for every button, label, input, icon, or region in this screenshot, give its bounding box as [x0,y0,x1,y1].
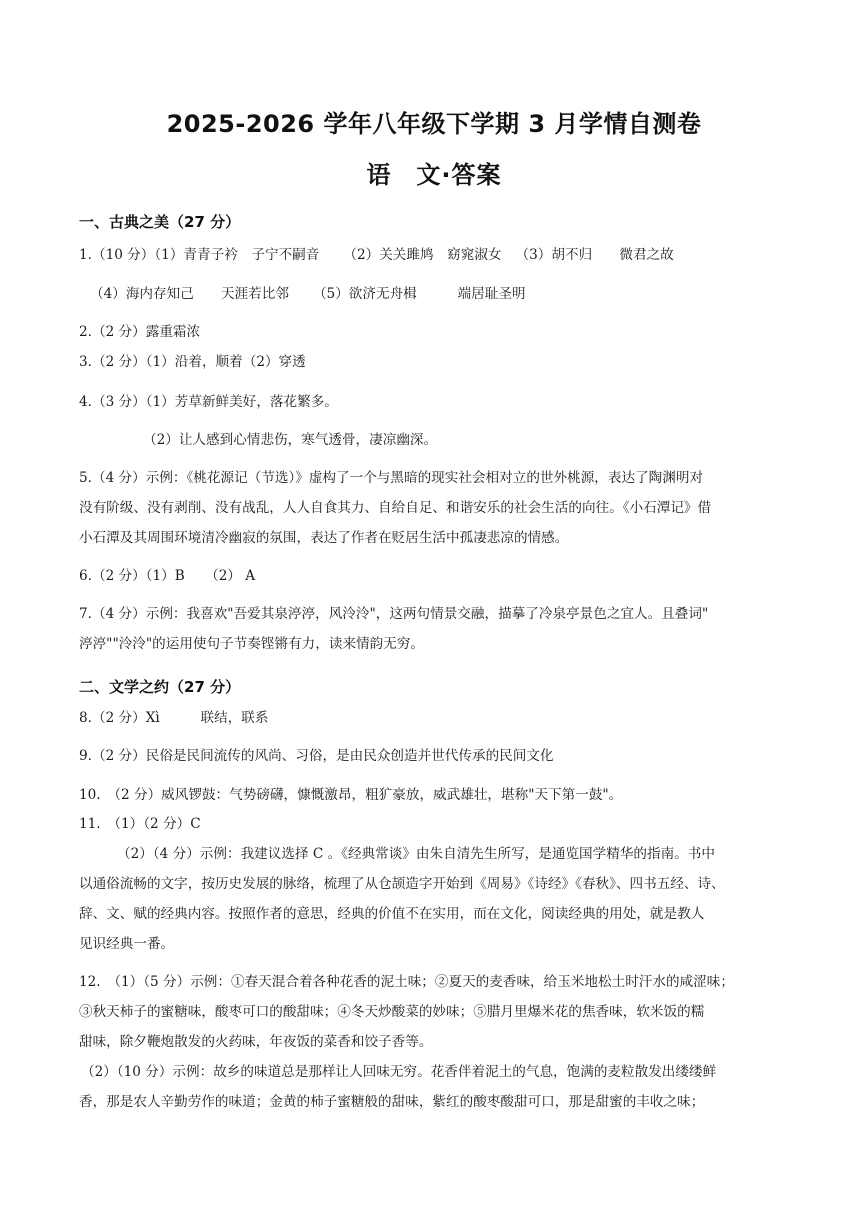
question-12-line-3: 甜味，除夕鞭炮散发的火药味，年夜饭的菜香和饺子香等。 [79,1034,433,1050]
question-11-line-4: 辞、文、赋的经典内容。按照作者的意思，经典的价值不在实用，而在文化，阅读经典的用处，就是教人 [79,906,705,922]
question-5-line-1: 5.（4 分）示例：《桃花源记（节选）》虚构了一个与黑暗的现实社会相对立的世外桃源，表达了陶渊明对 [79,470,704,486]
question-4-line-1: 4.（3 分）（1）芳草新鲜美好，落花繁多。 [79,394,338,410]
question-1-line-2: （4）海内存知己 天涯若比邻 （5）欲济无舟楫 端居耻圣明 [90,286,526,302]
question-11-line-2: （2）（4 分）示例：我建议选择 C 。《经典常谈》由朱自清先生所写，是通览国学精华的指南。书中 [117,846,715,862]
question-2: 2.（2 分）露重霜浓 [79,324,201,340]
section-heading-classical: 一、古典之美（27 分） [79,213,241,231]
question-1-number: 1.（10 分） [79,247,155,263]
question-11-line-1: 11. （1）（2 分）C [79,816,201,832]
question-5-line-3: 小石潭及其周围环境清冷幽寂的氛围，表达了作者在贬居生活中孤凄悲凉的情感。 [79,530,569,546]
question-1-line-1: 1.（10 分）（1）青青子衿 子宁不嗣音 （2）关关雎鸠 窈窕淑女 （3）胡不归 微君之故 [79,247,674,263]
question-11-line-5: 见识经典一番。 [79,936,175,952]
question-9: 9.（2 分）民俗是民间流传的风尚、习俗，是由民众创造并世代传承的民间文化 [79,748,554,764]
question-11-line-3: 以通俗流畅的文字，按历史发展的脉络，梳理了从仓颉造字开始到《周易》《诗经》《春秋》、四书五经、诗、 [79,876,725,892]
question-10: 10. （2 分）威风锣鼓：气势磅礴，慷慨激昂，粗犷豪放，威武雄壮，堪称"天下第一鼓"。 [79,787,623,803]
question-7-line-1: 7.（4 分）示例：我喜欢"吾爱其泉渟渟，风泠泠"，这两句情景交融，描摹了冷泉亭景色之宜人。且叠词" [79,606,709,622]
question-5-line-2: 没有阶级、没有剥削、没有战乱，人人自食其力、自给自足、和谐安乐的社会生活的向往。《小石潭记》借 [79,500,712,516]
question-7-line-2: 渟渟""泠泠"的运用使句子节奏铿锵有力，读来情韵无穷。 [79,636,425,652]
subject-title: 语 文·答案 [366,161,502,189]
question-12-line-4: （2）（10 分）示例：故乡的味道总是那样让人回味无穷。花香伴着泥土的气息，饱满的麦粒散发出缕缕鲜 [81,1064,717,1080]
question-4-line-2: （2）让人感到心情悲伤，寒气透骨，凄凉幽深。 [143,432,438,448]
question-3: 3.（2 分）（1）沿着，顺着（2）穿透 [79,354,306,370]
question-6: 6.（2 分）（1）B （2） A [79,568,256,584]
section-heading-literature: 二、文学之约（27 分） [79,678,241,696]
question-8: 8.（2 分）Xì 联结，联系 [79,710,269,726]
question-12-line-5: 香，那是农人辛勤劳作的味道；金黄的柿子蜜糖般的甜味，紫红的酸枣酸甜可口，那是甜蜜的丰收之味； [79,1094,705,1110]
exam-title: 2025-2026 学年八年级下学期 3 月学情自测卷 [166,110,702,138]
question-12-line-1: 12. （1）（5 分）示例：①春天混合着各种花香的泥土味；②夏天的麦香味，给玉米地松土时汗水的咸涩味； [79,974,734,990]
question-12-line-2: ③秋天柿子的蜜糖味，酸枣可口的酸甜味；④冬天炒酸菜的妙味；⑤腊月里爆米花的焦香味，软米饭的糯 [79,1004,705,1020]
